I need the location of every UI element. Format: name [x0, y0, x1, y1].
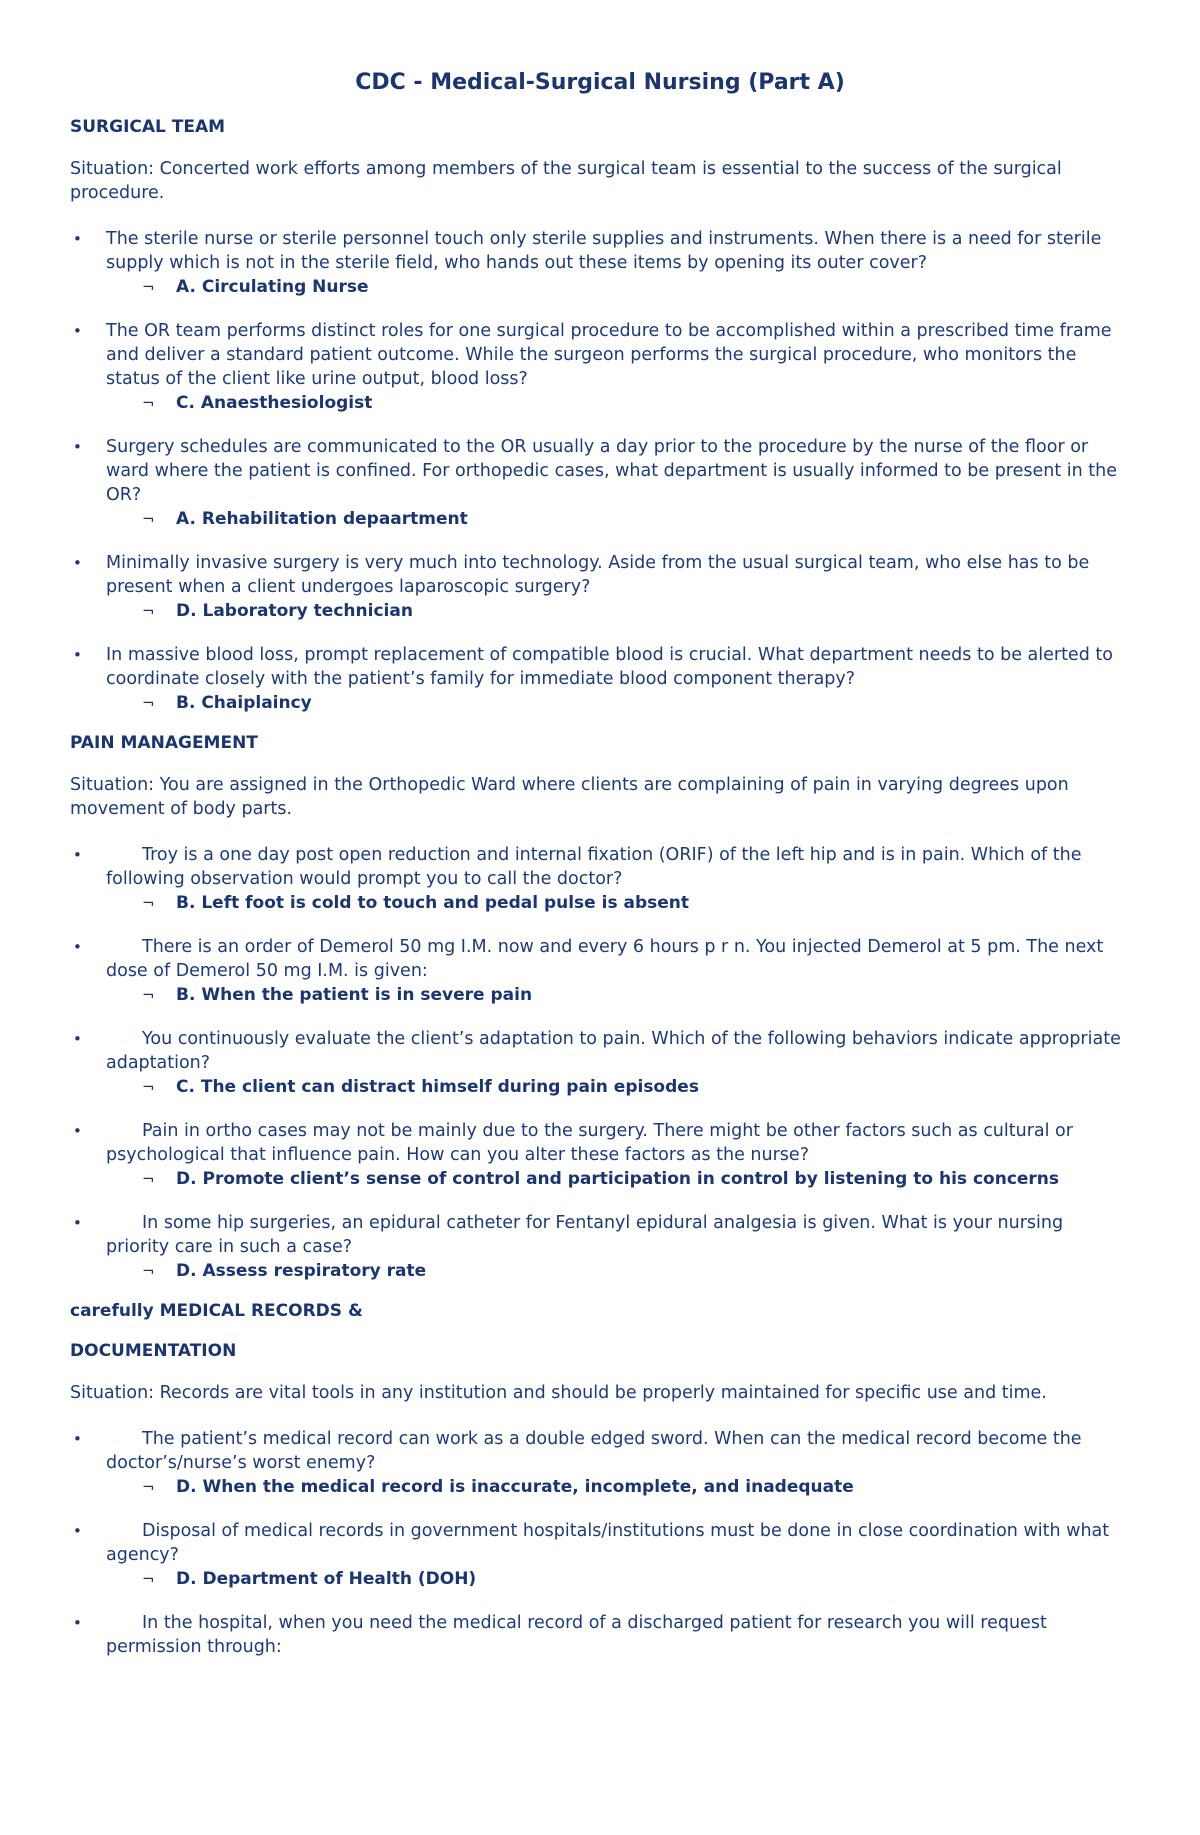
answer-text: D. When the medical record is inaccurate, incomplete, and inadequate: [176, 1477, 854, 1497]
question-text: Surgery schedules are communicated to the OR usually a day prior to the procedure by the nurse of the floor or ward where the patient is confined. For orthopedic cases, what department is usually informed to be present in the OR?: [106, 437, 1118, 505]
bullet-icon: •: [73, 438, 82, 456]
answer: [106, 599, 1130, 623]
bullet-icon: •: [73, 1122, 82, 1140]
answer-text: B. Left foot is cold to touch and pedal pulse is absent: [176, 893, 689, 913]
bullet-icon: •: [73, 1522, 82, 1540]
answer: [106, 1259, 1130, 1283]
bullet-icon: •: [73, 1030, 82, 1048]
question-text: Minimally invasive surgery is very much into technology. Aside from the usual surgical team, who else has to be present when a client undergoes laparoscopic surgery?: [106, 553, 1090, 597]
answer-mark-icon: ¬: [142, 1170, 155, 1188]
question-text: You continuously evaluate the client’s adaptation to pain. Which of the following behaviors indicate appropriate adaptation?: [106, 1029, 1121, 1073]
section-heading-surgical-team: SURGICAL TEAM: [70, 117, 226, 137]
answer: [106, 1567, 1130, 1591]
section-situation: Situation: Records are vital tools in any institution and should be properly maintained for specific use and time.: [70, 1383, 1047, 1403]
question-item: [70, 435, 1130, 531]
answer: [106, 1075, 1130, 1099]
bullet-icon: •: [73, 646, 82, 664]
answer-mark-icon: ¬: [142, 1570, 155, 1588]
answer-mark-icon: ¬: [142, 694, 155, 712]
question-text: In the hospital, when you need the medical record of a discharged patient for research you will request permission through:: [106, 1613, 1047, 1657]
question-item: [70, 1211, 1130, 1283]
section-heading-pain-management: PAIN MANAGEMENT: [70, 733, 258, 753]
question-text: The sterile nurse or sterile personnel touch only sterile supplies and instruments. When there is a need for sterile supply which is not in the sterile field, who hands out these items by opening its outer cover?: [106, 229, 1102, 273]
answer-text: B. Chaiplaincy: [176, 693, 312, 713]
question-list: [70, 1427, 1130, 1659]
bullet-icon: •: [73, 1614, 82, 1632]
answer-mark-icon: ¬: [142, 1478, 155, 1496]
question-item: [70, 1519, 1130, 1591]
answer-mark-icon: ¬: [142, 394, 155, 412]
answer-text: D. Laboratory technician: [176, 601, 413, 621]
question-item: [70, 935, 1130, 1007]
section-heading-medical-records: carefully MEDICAL RECORDS &: [70, 1301, 363, 1321]
question-list: [70, 843, 1130, 1283]
question-item: [70, 1027, 1130, 1099]
question-text: In some hip surgeries, an epidural catheter for Fentanyl epidural analgesia is given. What is your nursing priority care in such a case?: [106, 1213, 1064, 1257]
question-item: [70, 319, 1130, 415]
answer-text: C. Anaesthesiologist: [176, 393, 373, 413]
answer-mark-icon: ¬: [142, 894, 155, 912]
answer-mark-icon: ¬: [142, 278, 155, 296]
question-item: [70, 1611, 1130, 1659]
answer-text: A. Rehabilitation depaartment: [176, 509, 468, 529]
answer-mark-icon: ¬: [142, 510, 155, 528]
question-text: In massive blood loss, prompt replacement of compatible blood is crucial. What department needs to be alerted to coordinate closely with the patient’s family for immediate blood component therapy?: [106, 645, 1113, 689]
bullet-icon: •: [73, 230, 82, 248]
question-text: The OR team performs distinct roles for one surgical procedure to be accomplished within a prescribed time frame and deliver a standard patient outcome. While the surgeon performs the surgical procedure, who monitors the status of the client like urine output, blood loss?: [106, 321, 1112, 389]
document-page: [70, 60, 1130, 1677]
answer: [106, 1475, 1130, 1499]
question-text: Troy is a one day post open reduction and internal fixation (ORIF) of the left hip and is in pain. Which of the following observation would prompt you to call the doctor?: [106, 845, 1082, 889]
answer: [106, 891, 1130, 915]
question-item: [70, 551, 1130, 623]
bullet-icon: •: [73, 846, 82, 864]
answer: [106, 691, 1130, 715]
answer: [106, 983, 1130, 1007]
answer-mark-icon: ¬: [142, 986, 155, 1004]
answer-text: D. Assess respiratory rate: [176, 1261, 427, 1281]
section-situation: Situation: You are assigned in the Orthopedic Ward where clients are complaining of pain in varying degrees upon movement of body parts.: [70, 775, 1069, 819]
question-text: The patient’s medical record can work as a double edged sword. When can the medical record become the doctor’s/nurse’s worst enemy?: [106, 1429, 1082, 1473]
bullet-icon: •: [73, 1430, 82, 1448]
question-text: There is an order of Demerol 50 mg I.M. now and every 6 hours p r n. You injected Demerol at 5 pm. The next dose of Demerol 50 mg I.M. is given:: [106, 937, 1104, 981]
answer: [106, 275, 1130, 299]
bullet-icon: •: [73, 322, 82, 340]
bullet-icon: •: [73, 1214, 82, 1232]
bullet-icon: •: [73, 938, 82, 956]
answer-text: D. Promote client’s sense of control and participation in control by listening to his concerns: [176, 1169, 1060, 1189]
document-title: CDC - Medical-Surgical Nursing (Part A): [355, 70, 845, 95]
section-situation: Situation: Concerted work efforts among members of the surgical team is essential to the success of the surgical procedure.: [70, 159, 1062, 203]
answer: [106, 1167, 1130, 1191]
answer-mark-icon: ¬: [142, 1078, 155, 1096]
answer-text: A. Circulating Nurse: [176, 277, 369, 297]
question-item: [70, 1119, 1130, 1191]
bullet-icon: •: [73, 554, 82, 572]
question-text: Pain in ortho cases may not be mainly due to the surgery. There might be other factors such as cultural or psychological that influence pain. How can you alter these factors as the nurse?: [106, 1121, 1073, 1165]
question-item: [70, 843, 1130, 915]
answer: [106, 507, 1130, 531]
question-item: [70, 227, 1130, 299]
answer-text: D. Department of Health (DOH): [176, 1569, 477, 1589]
question-list: [70, 227, 1130, 715]
answer-text: C. The client can distract himself during pain episodes: [176, 1077, 699, 1097]
question-item: [70, 643, 1130, 715]
question-text: Disposal of medical records in government hospitals/institutions must be done in close coordination with what agency?: [106, 1521, 1110, 1565]
answer-text: B. When the patient is in severe pain: [176, 985, 533, 1005]
answer-mark-icon: ¬: [142, 602, 155, 620]
answer: [106, 391, 1130, 415]
section-heading-documentation: DOCUMENTATION: [70, 1341, 237, 1361]
question-item: [70, 1427, 1130, 1499]
answer-mark-icon: ¬: [142, 1262, 155, 1280]
